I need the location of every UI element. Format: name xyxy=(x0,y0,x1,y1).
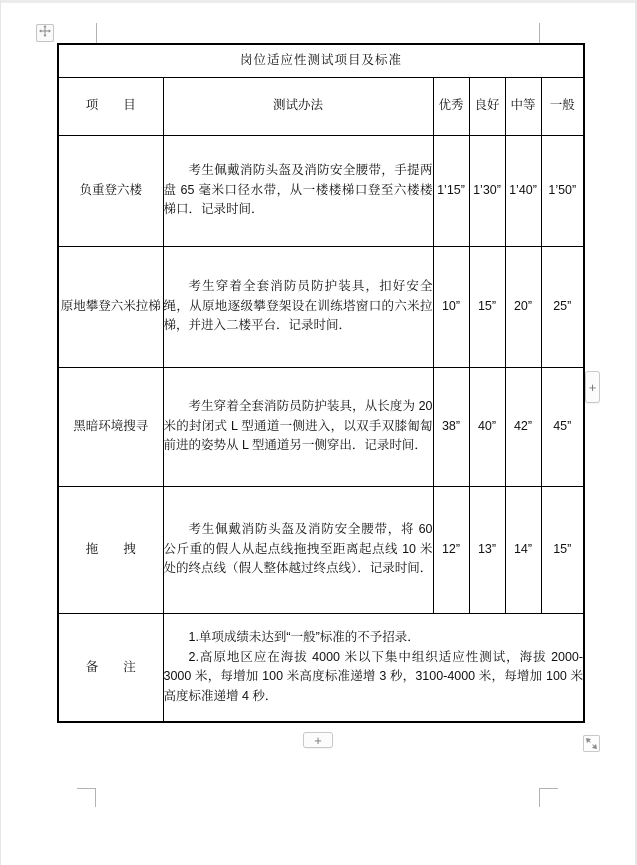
score-general-cell[interactable]: 25” xyxy=(541,246,584,367)
score-general-cell[interactable]: 1’50” xyxy=(541,135,584,246)
table-resize-handle[interactable] xyxy=(583,735,600,752)
remarks-line-1: 1.单项成绩未达到“一般”标准的不予招录． xyxy=(188,630,420,645)
score-good-cell[interactable]: 1’30” xyxy=(469,135,505,246)
page-top-edge xyxy=(0,0,637,3)
method-cell[interactable]: 考生穿着全套消防员防护装具，扣好安全绳，从原地逐级攀登架设在训练塔窗口的六米拉梯，并进入二楼平台．记录时间． xyxy=(163,246,433,367)
remarks-line-2: 2.高原地区应在海拔 4000 米以下集中组织适应性测试，海拔 2000-3000 米，每增加 100 米高度标准递增 3 秒，3100-4000 米，每增加 100 米高度标准递增 4 秒． xyxy=(163,649,584,703)
score-excellent-cell[interactable]: 12” xyxy=(433,486,469,613)
plus-icon: + xyxy=(314,732,322,748)
plus-icon: + xyxy=(588,379,597,395)
score-good-cell[interactable]: 13” xyxy=(469,486,505,613)
column-header-medium[interactable]: 中等 xyxy=(505,77,541,135)
score-good-cell[interactable]: 40” xyxy=(469,367,505,486)
score-excellent-cell[interactable]: 1’15” xyxy=(433,135,469,246)
column-header-general[interactable]: 一般 xyxy=(541,77,584,135)
column-header-good[interactable]: 良好 xyxy=(469,77,505,135)
score-medium-cell[interactable]: 14” xyxy=(505,486,541,613)
table-row xyxy=(58,367,584,486)
table-remarks-row xyxy=(58,613,584,722)
table-move-handle[interactable] xyxy=(36,24,54,42)
item-name-cell[interactable]: 负重登六楼 xyxy=(58,135,163,246)
score-medium-cell[interactable]: 1’40” xyxy=(505,135,541,246)
table-row xyxy=(58,135,584,246)
score-excellent-cell[interactable]: 10” xyxy=(433,246,469,367)
table-row xyxy=(58,486,584,613)
remarks-content-cell[interactable] xyxy=(163,613,584,722)
column-header-excellent[interactable]: 优秀 xyxy=(433,77,469,135)
score-good-cell[interactable]: 15” xyxy=(469,246,505,367)
test-standards-table xyxy=(57,43,585,723)
item-name-cell[interactable]: 原地攀登六米拉梯 xyxy=(58,246,163,367)
add-column-button[interactable] xyxy=(585,371,600,403)
table-title[interactable]: 岗位适应性测试项目及标准 xyxy=(58,44,584,77)
text-boundary-mark-bottom-left xyxy=(77,788,96,807)
item-name-cell[interactable]: 拖 拽 xyxy=(58,486,163,613)
column-header-method[interactable]: 测试办法 xyxy=(163,77,433,135)
add-row-button[interactable] xyxy=(303,732,333,748)
text-boundary-mark-top-left xyxy=(96,23,97,43)
table-header-row xyxy=(58,77,584,135)
table-row xyxy=(58,246,584,367)
score-general-cell[interactable]: 45” xyxy=(541,367,584,486)
item-name-cell[interactable]: 黑暗环境搜寻 xyxy=(58,367,163,486)
method-cell[interactable]: 考生佩戴消防头盔及消防安全腰带，将 60 公斤重的假人从起点线拖拽至距离起点线 10 米处的终点线（假人整体越过终点线）．记录时间． xyxy=(163,486,433,613)
column-header-item[interactable]: 项 目 xyxy=(58,77,163,135)
score-medium-cell[interactable]: 20” xyxy=(505,246,541,367)
score-medium-cell[interactable]: 42” xyxy=(505,367,541,486)
method-cell[interactable]: 考生佩戴消防头盔及消防安全腰带，手提两盘 65 毫米口径水带，从一楼楼梯口登至六楼楼梯口．记录时间． xyxy=(163,135,433,246)
score-excellent-cell[interactable]: 38” xyxy=(433,367,469,486)
page-left-edge xyxy=(0,0,1,865)
text-boundary-mark-top-right xyxy=(539,23,540,43)
score-general-cell[interactable]: 15” xyxy=(541,486,584,613)
table-row xyxy=(58,44,584,77)
diagonal-resize-icon xyxy=(584,738,599,755)
remarks-label-cell[interactable]: 备 注 xyxy=(58,613,163,722)
text-boundary-mark-bottom-right xyxy=(539,788,558,807)
move-arrows-icon xyxy=(39,24,51,42)
method-cell[interactable]: 考生穿着全套消防员防护装具，从长度为 20 米的封闭式 L 型通道一侧进入，以双手双膝匍匐前进的姿势从 L 型通道另一侧穿出．记录时间． xyxy=(163,367,433,486)
